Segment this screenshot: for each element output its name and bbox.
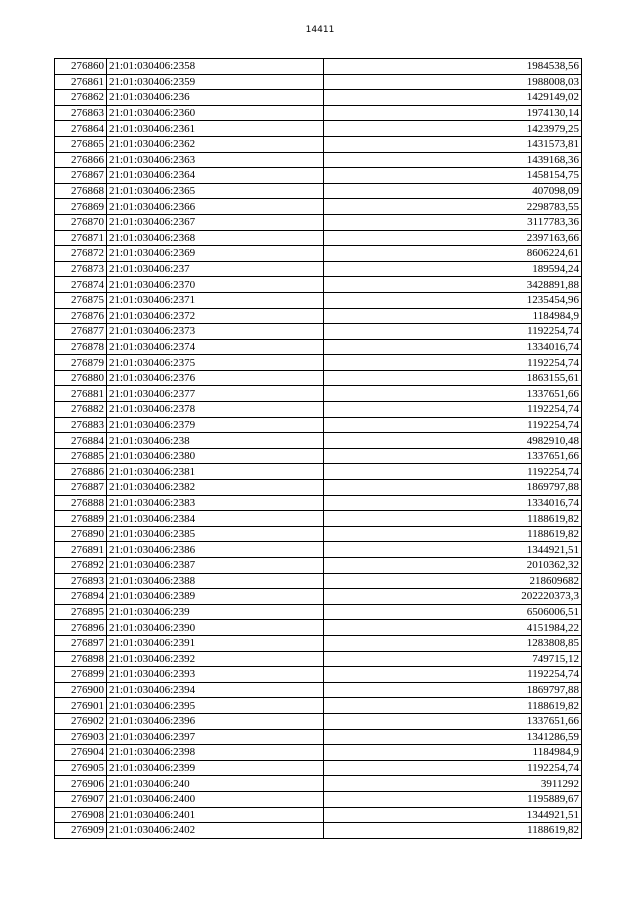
cadastral-value-cell: 202220373,3 <box>324 589 582 605</box>
cadastral-value-cell: 1988008,03 <box>324 74 582 90</box>
table-row <box>55 526 582 542</box>
cadastral-value-cell: 1869797,88 <box>324 682 582 698</box>
cadastral-value-cell: 1195889,67 <box>324 791 582 807</box>
page-number: 14411 <box>305 25 335 35</box>
table-row <box>55 136 582 152</box>
table-row <box>55 214 582 230</box>
cadastral-number-cell: 21:01:030406:2378 <box>107 402 324 418</box>
cadastral-value-cell: 1423979,25 <box>324 121 582 137</box>
row-number-cell: 276886 <box>55 464 107 480</box>
table-row <box>55 433 582 449</box>
row-number-cell: 276872 <box>55 246 107 262</box>
table-row <box>55 417 582 433</box>
row-number-cell: 276876 <box>55 308 107 324</box>
table-row <box>55 355 582 371</box>
cadastral-number-cell: 21:01:030406:2380 <box>107 448 324 464</box>
table-row <box>55 261 582 277</box>
cadastral-value-cell: 1192254,74 <box>324 667 582 683</box>
row-number-cell: 276877 <box>55 324 107 340</box>
row-number-cell: 276873 <box>55 261 107 277</box>
cadastral-number-cell: 21:01:030406:2366 <box>107 199 324 215</box>
cadastral-number-cell: 21:01:030406:2398 <box>107 745 324 761</box>
row-number-cell: 276875 <box>55 292 107 308</box>
cadastral-number-cell: 21:01:030406:2363 <box>107 152 324 168</box>
table-row <box>55 246 582 262</box>
row-number-cell: 276909 <box>55 823 107 839</box>
table-row <box>55 339 582 355</box>
row-number-cell: 276887 <box>55 480 107 496</box>
row-number-cell: 276901 <box>55 698 107 714</box>
cadastral-value-cell: 1429149,02 <box>324 90 582 106</box>
row-number-cell: 276882 <box>55 402 107 418</box>
table-row <box>55 573 582 589</box>
cadastral-number-cell: 21:01:030406:2369 <box>107 246 324 262</box>
table-row <box>55 495 582 511</box>
cadastral-value-cell: 407098,09 <box>324 183 582 199</box>
row-number-cell: 276905 <box>55 760 107 776</box>
table-row <box>55 620 582 636</box>
cadastral-number-cell: 21:01:030406:2401 <box>107 807 324 823</box>
row-number-cell: 276871 <box>55 230 107 246</box>
cadastral-value-cell: 1337651,66 <box>324 713 582 729</box>
cadastral-number-cell: 21:01:030406:2399 <box>107 760 324 776</box>
cadastral-value-cell: 3428891,88 <box>324 277 582 293</box>
cadastral-number-cell: 21:01:030406:2394 <box>107 682 324 698</box>
cadastral-number-cell: 21:01:030406:2374 <box>107 339 324 355</box>
table-row <box>55 105 582 121</box>
cadastral-number-cell: 21:01:030406:2358 <box>107 59 324 75</box>
cadastral-value-cell: 1235454,96 <box>324 292 582 308</box>
table-row <box>55 168 582 184</box>
row-number-cell: 276889 <box>55 511 107 527</box>
cadastral-number-cell: 21:01:030406:2391 <box>107 635 324 651</box>
cadastral-value-table <box>54 58 582 839</box>
cadastral-number-cell: 21:01:030406:2365 <box>107 183 324 199</box>
row-number-cell: 276897 <box>55 635 107 651</box>
cadastral-value-cell: 1337651,66 <box>324 448 582 464</box>
cadastral-number-cell: 21:01:030406:239 <box>107 604 324 620</box>
cadastral-value-cell: 1192254,74 <box>324 760 582 776</box>
cadastral-value-cell: 1188619,82 <box>324 511 582 527</box>
table-row <box>55 90 582 106</box>
row-number-cell: 276908 <box>55 807 107 823</box>
table-row <box>55 698 582 714</box>
table-body <box>55 59 582 839</box>
row-number-cell: 276883 <box>55 417 107 433</box>
cadastral-value-cell: 1184984,9 <box>324 308 582 324</box>
cadastral-number-cell: 21:01:030406:2371 <box>107 292 324 308</box>
cadastral-value-cell: 1192254,74 <box>324 417 582 433</box>
table-row <box>55 386 582 402</box>
table-row <box>55 667 582 683</box>
cadastral-number-cell: 21:01:030406:2386 <box>107 542 324 558</box>
row-number-cell: 276907 <box>55 791 107 807</box>
row-number-cell: 276891 <box>55 542 107 558</box>
cadastral-number-cell: 21:01:030406:2400 <box>107 791 324 807</box>
table-row <box>55 745 582 761</box>
cadastral-number-cell: 21:01:030406:236 <box>107 90 324 106</box>
table-row <box>55 308 582 324</box>
cadastral-number-cell: 21:01:030406:2370 <box>107 277 324 293</box>
table-row <box>55 74 582 90</box>
table-row <box>55 651 582 667</box>
table-row <box>55 558 582 574</box>
table-row <box>55 277 582 293</box>
cadastral-value-cell: 189594,24 <box>324 261 582 277</box>
cadastral-number-cell: 21:01:030406:2392 <box>107 651 324 667</box>
table-row <box>55 589 582 605</box>
row-number-cell: 276902 <box>55 713 107 729</box>
table-row <box>55 199 582 215</box>
row-number-cell: 276885 <box>55 448 107 464</box>
cadastral-value-cell: 1344921,51 <box>324 807 582 823</box>
cadastral-number-cell: 21:01:030406:237 <box>107 261 324 277</box>
row-number-cell: 276900 <box>55 682 107 698</box>
row-number-cell: 276870 <box>55 214 107 230</box>
cadastral-number-cell: 21:01:030406:2390 <box>107 620 324 636</box>
cadastral-number-cell: 21:01:030406:2388 <box>107 573 324 589</box>
table-row <box>55 448 582 464</box>
cadastral-value-cell: 1192254,74 <box>324 402 582 418</box>
cadastral-number-cell: 21:01:030406:2383 <box>107 495 324 511</box>
cadastral-value-cell: 3117783,36 <box>324 214 582 230</box>
table-row <box>55 121 582 137</box>
cadastral-number-cell: 21:01:030406:2397 <box>107 729 324 745</box>
cadastral-number-cell: 21:01:030406:2368 <box>107 230 324 246</box>
cadastral-number-cell: 21:01:030406:2396 <box>107 713 324 729</box>
row-number-cell: 276861 <box>55 74 107 90</box>
cadastral-value-cell: 1863155,61 <box>324 370 582 386</box>
cadastral-number-cell: 21:01:030406:2360 <box>107 105 324 121</box>
cadastral-value-cell: 1337651,66 <box>324 386 582 402</box>
table-row <box>55 791 582 807</box>
table-row <box>55 635 582 651</box>
cadastral-number-cell: 21:01:030406:2381 <box>107 464 324 480</box>
row-number-cell: 276893 <box>55 573 107 589</box>
row-number-cell: 276898 <box>55 651 107 667</box>
cadastral-number-cell: 21:01:030406:240 <box>107 776 324 792</box>
cadastral-number-cell: 21:01:030406:2373 <box>107 324 324 340</box>
cadastral-number-cell: 21:01:030406:2372 <box>107 308 324 324</box>
table-row <box>55 402 582 418</box>
cadastral-value-cell: 1439168,36 <box>324 152 582 168</box>
cadastral-value-cell: 6506006,51 <box>324 604 582 620</box>
row-number-cell: 276906 <box>55 776 107 792</box>
table-row <box>55 713 582 729</box>
table-row <box>55 729 582 745</box>
row-number-cell: 276862 <box>55 90 107 106</box>
cadastral-value-cell: 1188619,82 <box>324 526 582 542</box>
row-number-cell: 276869 <box>55 199 107 215</box>
row-number-cell: 276878 <box>55 339 107 355</box>
cadastral-value-cell: 1974130,14 <box>324 105 582 121</box>
cadastral-value-cell: 4151984,22 <box>324 620 582 636</box>
cadastral-number-cell: 21:01:030406:2384 <box>107 511 324 527</box>
row-number-cell: 276892 <box>55 558 107 574</box>
row-number-cell: 276860 <box>55 59 107 75</box>
table-row <box>55 807 582 823</box>
table-row <box>55 59 582 75</box>
cadastral-value-cell: 1334016,74 <box>324 339 582 355</box>
row-number-cell: 276866 <box>55 152 107 168</box>
cadastral-value-cell: 218609682 <box>324 573 582 589</box>
cadastral-value-cell: 2397163,66 <box>324 230 582 246</box>
table-row <box>55 324 582 340</box>
cadastral-number-cell: 21:01:030406:2377 <box>107 386 324 402</box>
cadastral-value-cell: 1192254,74 <box>324 324 582 340</box>
cadastral-value-cell: 1984538,56 <box>324 59 582 75</box>
cadastral-value-cell: 1192254,74 <box>324 355 582 371</box>
row-number-cell: 276865 <box>55 136 107 152</box>
row-number-cell: 276904 <box>55 745 107 761</box>
cadastral-number-cell: 21:01:030406:2367 <box>107 214 324 230</box>
table-row <box>55 511 582 527</box>
cadastral-number-cell: 21:01:030406:2362 <box>107 136 324 152</box>
cadastral-value-cell: 1458154,75 <box>324 168 582 184</box>
row-number-cell: 276895 <box>55 604 107 620</box>
cadastral-number-cell: 21:01:030406:2382 <box>107 480 324 496</box>
cadastral-value-cell: 1184984,9 <box>324 745 582 761</box>
row-number-cell: 276881 <box>55 386 107 402</box>
row-number-cell: 276890 <box>55 526 107 542</box>
row-number-cell: 276863 <box>55 105 107 121</box>
table-row <box>55 542 582 558</box>
table-row <box>55 183 582 199</box>
row-number-cell: 276888 <box>55 495 107 511</box>
row-number-cell: 276874 <box>55 277 107 293</box>
cadastral-value-cell: 1431573,81 <box>324 136 582 152</box>
row-number-cell: 276879 <box>55 355 107 371</box>
cadastral-number-cell: 21:01:030406:2402 <box>107 823 324 839</box>
row-number-cell: 276896 <box>55 620 107 636</box>
row-number-cell: 276864 <box>55 121 107 137</box>
cadastral-value-cell: 1188619,82 <box>324 823 582 839</box>
cadastral-value-cell: 749715,12 <box>324 651 582 667</box>
row-number-cell: 276903 <box>55 729 107 745</box>
cadastral-number-cell: 21:01:030406:2359 <box>107 74 324 90</box>
table-row <box>55 776 582 792</box>
cadastral-value-cell: 1344921,51 <box>324 542 582 558</box>
cadastral-number-cell: 21:01:030406:238 <box>107 433 324 449</box>
table-row <box>55 823 582 839</box>
cadastral-value-cell: 8606224,61 <box>324 246 582 262</box>
table-row <box>55 682 582 698</box>
cadastral-number-cell: 21:01:030406:2389 <box>107 589 324 605</box>
cadastral-value-cell: 1188619,82 <box>324 698 582 714</box>
table-row <box>55 464 582 480</box>
cadastral-value-cell: 1283808,85 <box>324 635 582 651</box>
cadastral-number-cell: 21:01:030406:2376 <box>107 370 324 386</box>
row-number-cell: 276899 <box>55 667 107 683</box>
cadastral-value-cell: 1192254,74 <box>324 464 582 480</box>
cadastral-number-cell: 21:01:030406:2393 <box>107 667 324 683</box>
table-row <box>55 480 582 496</box>
table-row <box>55 292 582 308</box>
row-number-cell: 276884 <box>55 433 107 449</box>
cadastral-number-cell: 21:01:030406:2379 <box>107 417 324 433</box>
cadastral-number-cell: 21:01:030406:2387 <box>107 558 324 574</box>
cadastral-value-cell: 2010362,32 <box>324 558 582 574</box>
row-number-cell: 276880 <box>55 370 107 386</box>
table-row <box>55 760 582 776</box>
row-number-cell: 276894 <box>55 589 107 605</box>
cadastral-number-cell: 21:01:030406:2395 <box>107 698 324 714</box>
cadastral-number-cell: 21:01:030406:2361 <box>107 121 324 137</box>
cadastral-number-cell: 21:01:030406:2375 <box>107 355 324 371</box>
table-row <box>55 604 582 620</box>
table-row <box>55 152 582 168</box>
cadastral-value-cell: 2298783,55 <box>324 199 582 215</box>
table-row <box>55 370 582 386</box>
cadastral-value-cell: 4982910,48 <box>324 433 582 449</box>
cadastral-value-cell: 1341286,59 <box>324 729 582 745</box>
cadastral-value-cell: 3911292 <box>324 776 582 792</box>
cadastral-value-cell: 1869797,88 <box>324 480 582 496</box>
cadastral-number-cell: 21:01:030406:2364 <box>107 168 324 184</box>
cadastral-value-cell: 1334016,74 <box>324 495 582 511</box>
table-row <box>55 230 582 246</box>
cadastral-number-cell: 21:01:030406:2385 <box>107 526 324 542</box>
row-number-cell: 276867 <box>55 168 107 184</box>
row-number-cell: 276868 <box>55 183 107 199</box>
